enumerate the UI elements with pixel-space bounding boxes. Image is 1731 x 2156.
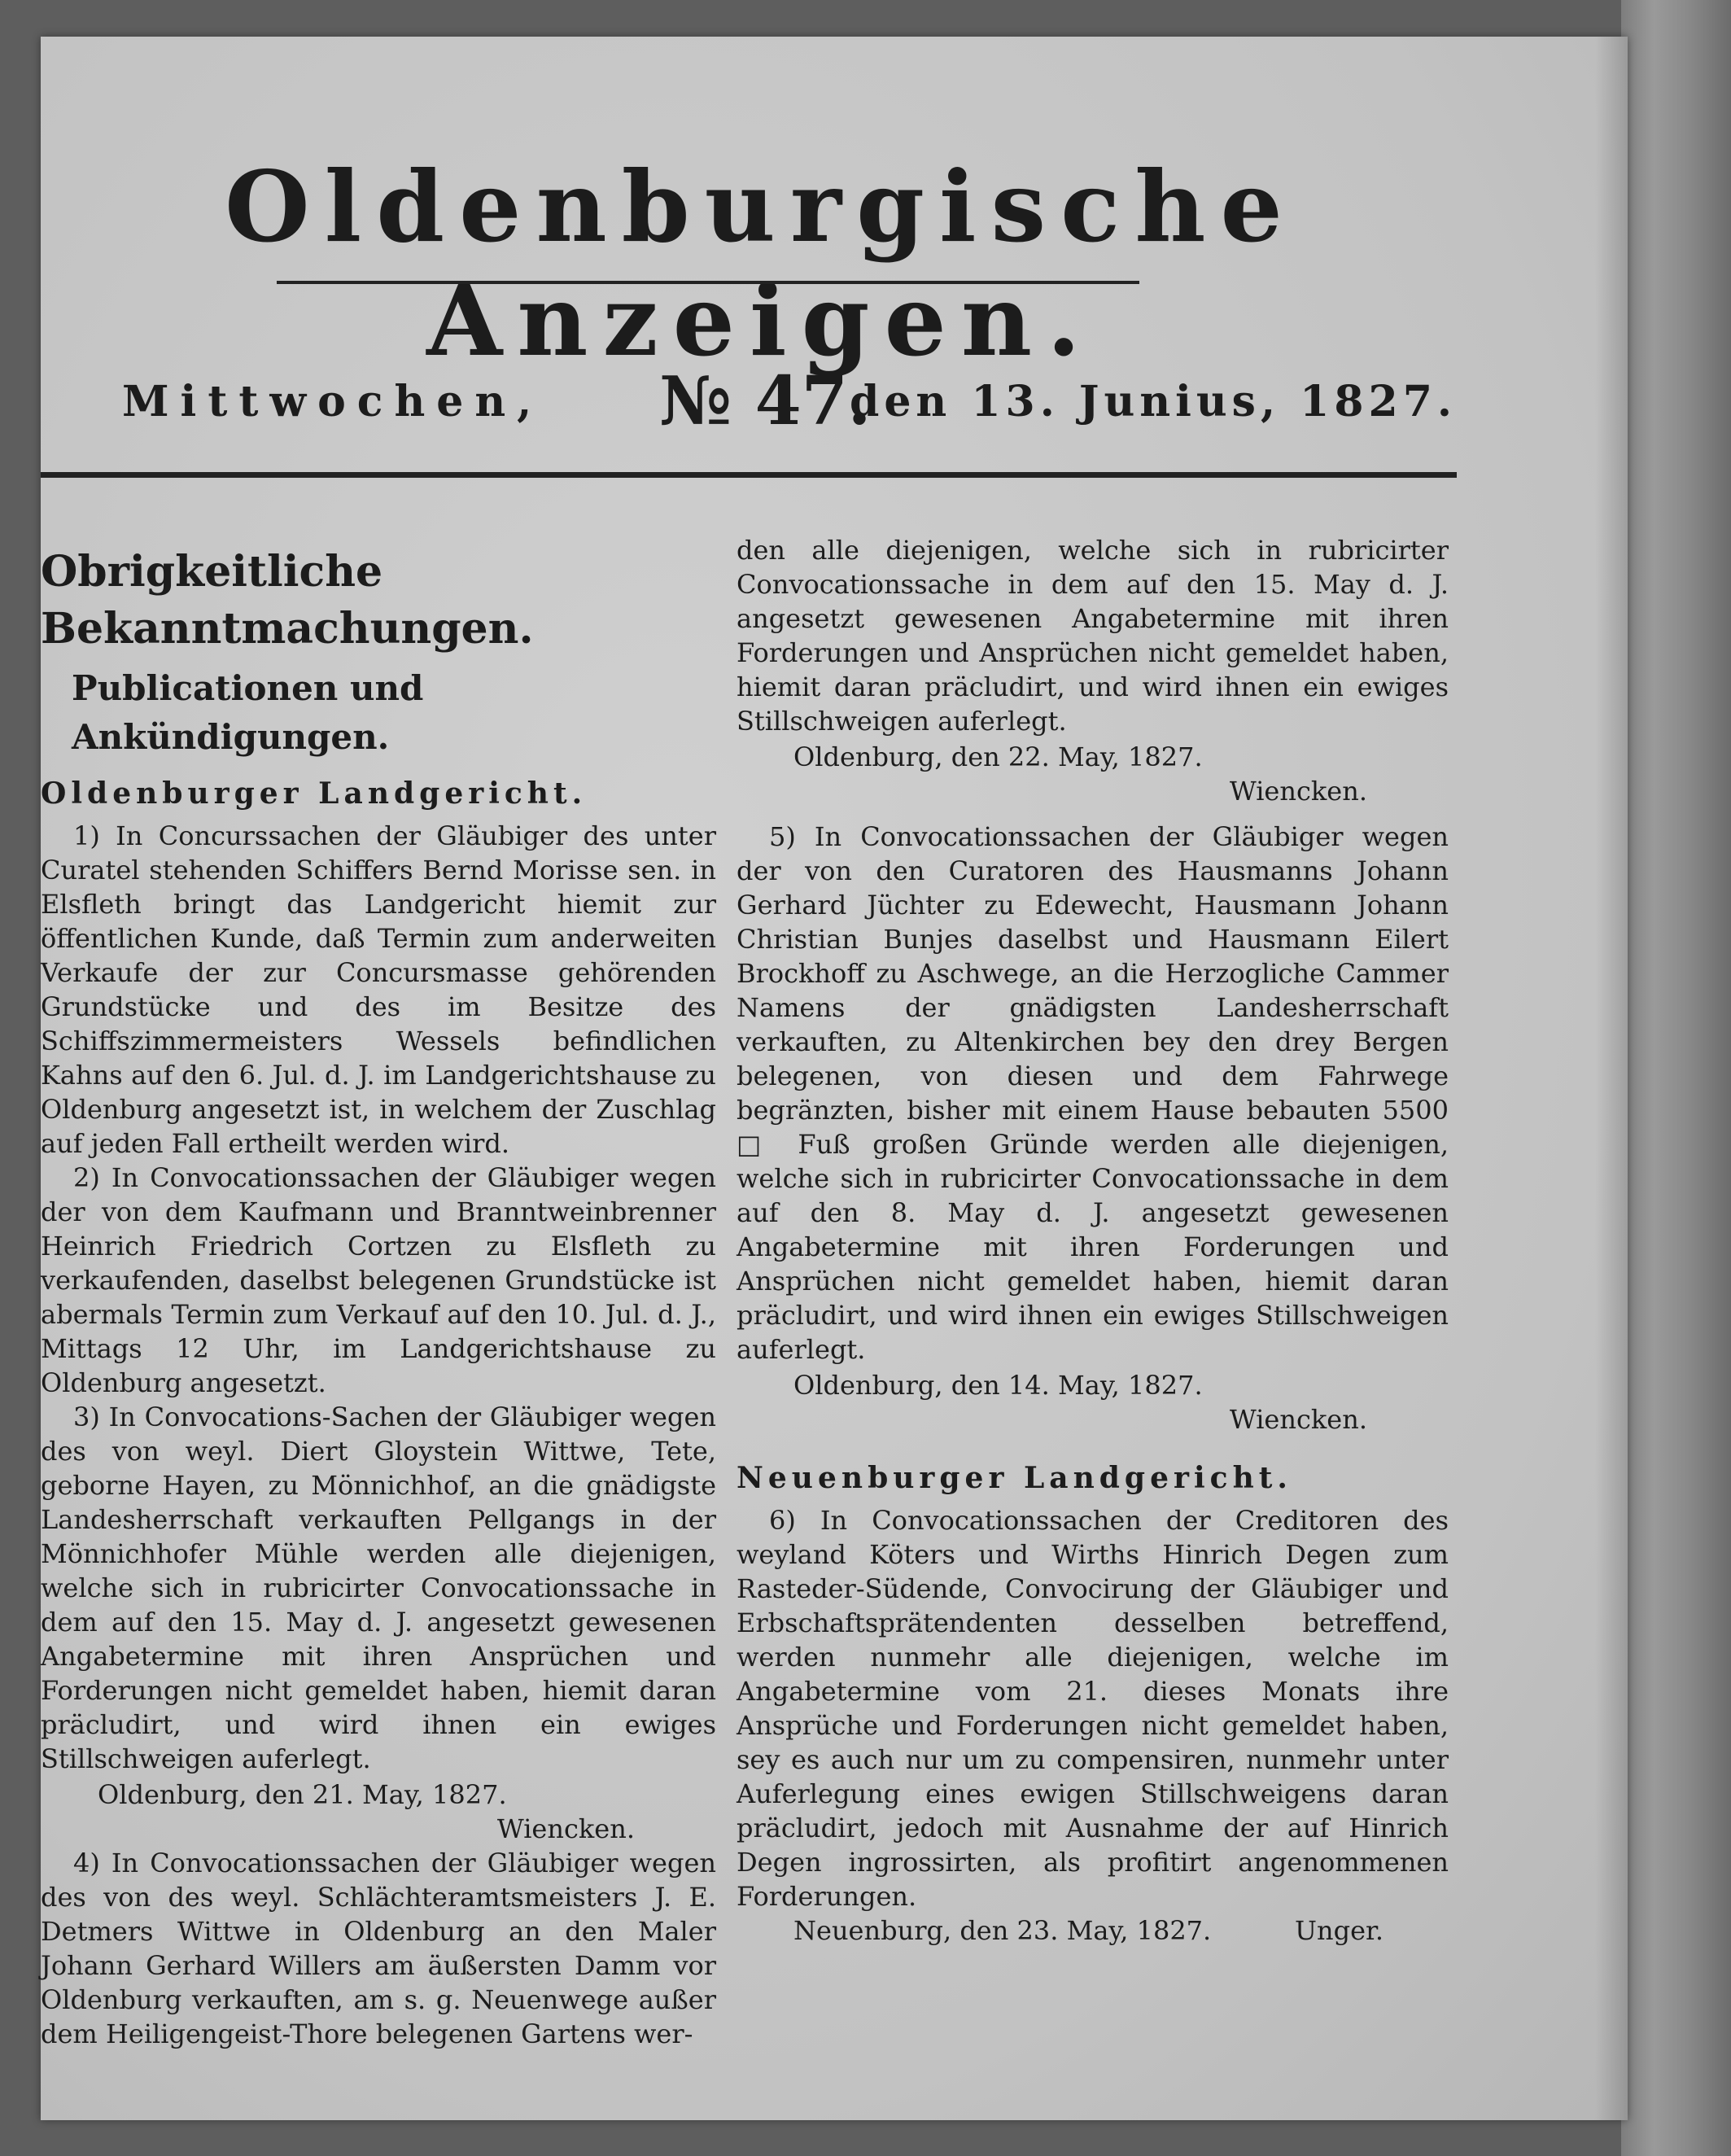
notice-6-signer: Unger. [1295, 1915, 1383, 1946]
notice-4-part1: 4) In Convocationssachen der Gläubiger wegen des von des weyl. Schlächteramtsmeisters J. E. Detmers Wittwe in Oldenburg an den Maler Johann Gerhard Willers am äußersten Damm vor Oldenburg verkauften, am s. g. Neuenwege außer dem Heiligengeist-Thore belegenen Gartens wer- [41, 1848, 716, 2049]
newspaper-page [41, 37, 1628, 2120]
issue-number: № 47. [659, 362, 872, 440]
notice-3-place: Oldenburg, den 21. May, 1827. [98, 1779, 507, 1810]
section-subtitle: Publicationen und Ankündigungen. [72, 668, 424, 757]
court-heading-neuenburg: Neuenburger Landgericht. [737, 1461, 1292, 1495]
notice-6-place: Neuenburg, den 23. May, 1827. [793, 1915, 1212, 1946]
court-heading-oldenburg: Oldenburger Landgericht. [41, 776, 588, 811]
notice-6-signature [737, 1913, 1449, 1948]
notice-2: 2) In Convocationssachen der Gläubiger wegen der von dem Kaufmann und Branntweinbrenner Heinrich Friedrich Cortzen zu Elsfleth zu verkaufenden, daselbst belegenen Grundstücke ist abermals Termin zum Verkauf auf den 10. Jul. d. J., Mittags 12 Uhr, im Landgerichtshause zu Oldenburg angesetzt. [41, 1162, 716, 1398]
issue-date: den 13. Junius, 1827. [849, 377, 1457, 426]
header-rule [41, 472, 1457, 478]
notice-5-place: Oldenburg, den 14. May, 1827. [793, 1370, 1203, 1401]
notice-3: 3) In Convocations-Sachen der Gläubiger wegen des von weyl. Diert Gloystein Wittwe, Tete, geborne Hayen, zu Mönnichhof, an die gnädigste Landesherrschaft verkauften Pellgangs in der Mönnichhofer Mühle werden alle diejenigen, welche sich in rubricirter Convocationssache in dem auf den 15. May d. J. angesetzt gewesenen Angabetermine mit ihren Ansprüchen und Forderungen nicht gemeldet haben, hiemit daran präcludirt, und wird ihnen ein ewiges Stillschweigen auferlegt. [41, 1402, 716, 1774]
notice-5: 5) In Convocationssachen der Gläubiger wegen der von den Curatoren des Hausmanns Johann Gerhard Jüchter zu Edewecht, Hausmann Johann Christian Bunjes daselbst und Hausmann Eilert Brockhoff zu Aschwege, an die Herzogliche Cammer Namens der gnädigsten Landesherrschaft verkauften, zu Altenkirchen bey den drey Bergen belegenen, von diesen und dem Fahrwege begränzten, bisher mit einem Hause bebauten 5500 □ Fuß großen Gründe werden alle diejenigen, welche sich in rubricirter Convocationssache in dem auf den 8. May d. J. angesetzt gewesenen Angabetermine mit ihren Forderungen und Ansprüchen nicht gemeldet haben, hiemit daran präcludirt, und wird ihnen ein ewiges Stillschweigen auferlegt. [737, 821, 1449, 1365]
notice-5-signer: Wiencken. [1229, 1404, 1367, 1435]
notice-3-signer: Wiencken. [496, 1813, 635, 1844]
column-left [41, 537, 716, 2051]
issue-weekday: Mittwochen, [122, 377, 544, 426]
notice-4-place: Oldenburg, den 22. May, 1827. [793, 741, 1203, 772]
issue-line [122, 362, 1457, 440]
page-gutter-shadow [1595, 37, 1628, 2120]
masthead-rule [277, 281, 1139, 284]
notice-4-signer: Wiencken. [1229, 776, 1367, 807]
notice-1: 1) In Concurssachen der Gläubiger des unter Curatel stehenden Schiffers Bernd Morisse sen. in Elsfleth bringt das Landgericht hiemit zur öffentlichen Kunde, daß Termin zum anderweiten Verkaufe der zur Concursmasse gehörenden Grundstücke und des im Besitze des Schiffszimmermeisters Wessels befindlichen Kahns auf den 6. Jul. d. J. im Landgerichtshause zu Oldenburg angesetzt ist, in welchem der Zuschlag auf jeden Fall ertheilt werden wird. [41, 820, 716, 1159]
column-right [737, 533, 1449, 1948]
notice-4-part2: den alle diejenigen, welche sich in rubricirter Convocationssache in dem auf den 15. May d. J. angesetzt gewesenen Angabetermine mit ihren Forderungen und Ansprüchen nicht gemeldet haben, hiemit daran präcludirt, und wird ihnen ein ewiges Stillschweigen auferlegt. [737, 535, 1449, 737]
book-page-edges [1621, 0, 1731, 2156]
notice-6: 6) In Convocationssachen der Creditoren des weyland Köters und Wirths Hinrich Degen zum Rasteder-Südende, Convocirung der Gläubiger und Erbschaftsprätendenten desselben betreffend, werden nunmehr alle diejenigen, welche im Angabetermine vom 21. dieses Monats ihre Ansprüche und Forderungen nicht gemeldet haben, sey es auch nur um zu compensiren, nunmehr unter Auferlegung eines ewigen Stillschweigens daran präcludirt, jedoch mit Ausnahme der auf Hinrich Degen ingrossirten, als profitirt angenommenen Forderungen. [737, 1505, 1449, 1912]
masthead-title: Oldenburgische Anzeigen. [225, 150, 1297, 378]
section-title: Obrigkeitliche Bekanntmachungen. [41, 547, 534, 654]
